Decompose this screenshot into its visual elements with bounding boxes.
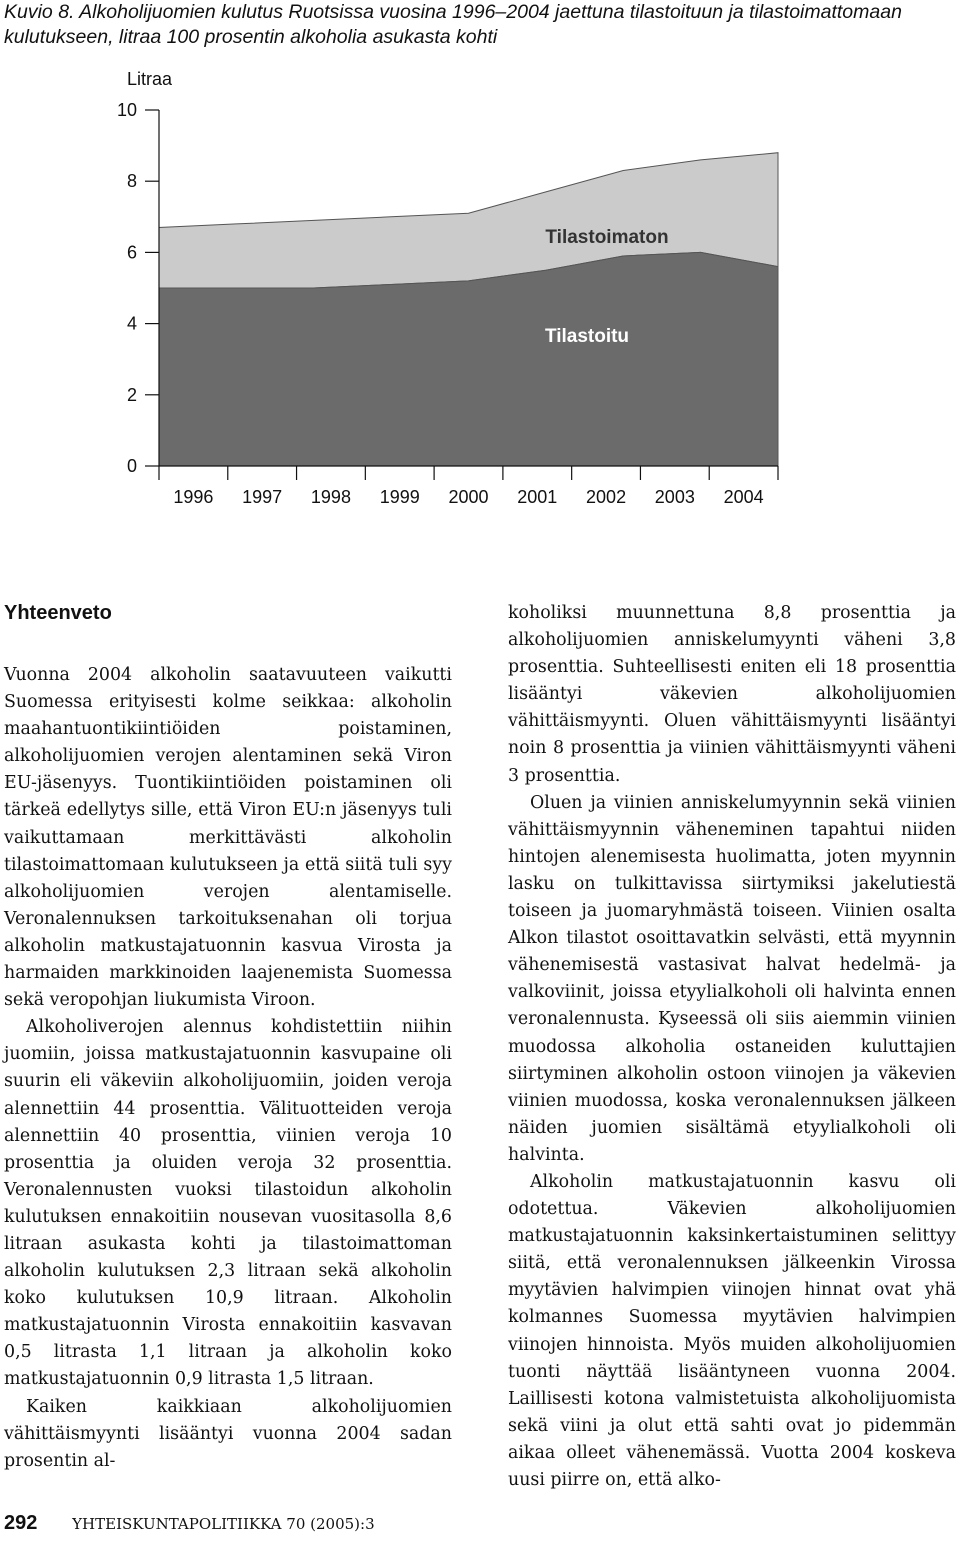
x-tick-label: 2001	[517, 487, 558, 507]
page-footer	[4, 1512, 375, 1535]
x-tick-label: 1998	[310, 487, 351, 507]
paragraph: Kaiken kaikkiaan alkoholijuomien vähittäismyynti lisääntyi vuonna 2004 sadan prosentin al-	[4, 1396, 452, 1471]
section-heading: Yhteenveto	[4, 602, 112, 624]
series-label-tilastoimaton: Tilastoimaton	[545, 227, 669, 248]
y-axis-label: Litraa	[127, 69, 173, 89]
paragraph: Vuonna 2004 alkoholin saatavuuteen vaikutti Suomessa erityisesti kolme seikkaa: alkoholin maahantuontikiintiöiden poistaminen, alkoholijuomien verojen alentaminen sekä Viron EU-jäsenyys. Tuontikiintiöiden poistaminen oli tärkeä edellytys sille, että Viron EU:n jäsenyys tuli vaikuttamaan merkittävästi alkoholin tilastoimattomaan kulutukseen ja että siitä tuli syy alkoholijuomien verojen alentamiselle. Veronalennuksen tarkoituksenahan oli torjua alkoholin matkustajatuonnin kasvua Virosta ja harmaiden markkinoiden laajenemista Suomessa sekä veropohjan liukumista Viroon.	[4, 665, 452, 1011]
paragraph: koholiksi muunnettuna 8,8 prosenttia ja alkoholijuomien anniskelumyynti väheni 3,8 prosenttia. Suhteellisesti eniten eli 18 prosenttia lisääntyi väkevien alkoholijuomien vähittäismyynti. Oluen vähittäismyynti lisääntyi noin 8 prosenttia ja viinien vähittäismyynti väheni 3 prosenttia.	[508, 603, 956, 786]
x-tick-label: 2002	[586, 487, 627, 507]
area-chart	[0, 60, 960, 510]
x-tick-label: 2000	[448, 487, 489, 507]
left-column	[4, 600, 452, 1475]
right-column	[508, 600, 956, 1494]
paragraph: Oluen ja viinien anniskelumyynnin sekä viinien vähittäismyynnin väheneminen tapahtui niiden hintojen alenemisesta huolimatta, joten myynnin lasku on tulkittavissa siirtymiksi jakelutiestä toiseen ja juomaryhmästä toiseen. Viinien osalta Alkon tilastot osoittavatkin selvästi, että myynnin vähenemisestä vastasivat halvat hedelmä- ja valkoviinit, joissa etyylialkoholi oli halvinta ennen veronalennusta. Kyseessä oli siis aiemmin viinien muodossa alkoholia ostaneiden kuluttajien siirtyminen alkoholin ostoon viinojen ja väkevien viinien muodossa, koska veronalennuksen jälkeen näiden juomien sisältämä etyylialkoholi oli halvinta.	[508, 792, 956, 1165]
figure-label: Kuvio 8.	[4, 1, 75, 23]
y-tick-label: 8	[126, 171, 137, 192]
x-tick-label: 1997	[242, 487, 283, 507]
y-tick-label: 0	[126, 456, 137, 476]
x-tick-label: 2003	[654, 487, 695, 507]
paragraph: Alkoholiverojen alennus kohdistettiin niihin juomiin, joissa matkustajatuonnin kasvupaine oli suurin eli väkeviin alkoholijuomiin, joiden veroja alennettiin 44 prosenttia. Välituotteiden veroja alennettiin 40 prosenttia, viinien veroja 10 prosenttia ja oluiden veroja 32 prosenttia. Veronalennusten vuoksi tilastoidun alkoholin kulutuksen ennakoitiin nousevan vuositasolla 8,6 litraan asukasta kohti ja tilastoimattoman alkoholin kulutuksen 2,3 litraan sekä alkoholin koko kulutuksen 10,9 litraan. Alkoholin matkustajatuonnin Virosta ennakoitiin kasvavan 0,5 litrasta 1,1 litraan ja alkoholin koko matkustajatuonnin 0,9 litrasta 1,5 litraan.	[4, 1017, 452, 1390]
figure-caption-text: Alkoholijuomien kulutus Ruotsissa vuosina 1996–2004 jaettuna tilastoituun ja tilastoimattomaan kulutukseen, litraa 100 prosentin alkoholia asukasta kohti	[4, 1, 902, 48]
y-tick-label: 10	[116, 100, 137, 120]
journal-name: YHTEISKUNTAPOLITIIKKA 70 (2005):3	[72, 1515, 375, 1533]
figure-caption	[4, 0, 956, 50]
series-label-tilastoitu: Tilastoitu	[544, 326, 630, 347]
y-tick-label: 6	[126, 242, 137, 263]
x-tick-label: 1999	[379, 487, 420, 507]
paragraph: Alkoholin matkustajatuonnin kasvu oli odotettua. Väkevien alkoholijuomien matkustajatuonnin kaksinkertaistuminen selittyy siitä, että veronalennuksen jälkeenkin Virossa myytävien halvimpien viinojen hinnat ovat yhä kolmannes Suomessa myytävien halvimpien viinojen hinnoista. Myös muiden alkoholijuomien tuonti näyttää lisääntyneen vuonna 2004. Laillisesti kotona valmistetuista alkoholijuomista sekä viini ja olut että sahti ovat jo pidemmän aikaa olleet vähenemässä. Vuotta 2004 koskeva uusi piirre on, että alko-	[508, 1171, 956, 1490]
x-tick-label: 1996	[173, 487, 214, 507]
page-number: 292	[4, 1512, 38, 1534]
x-tick-label: 2004	[723, 487, 764, 507]
y-tick-label: 2	[126, 384, 137, 405]
y-tick-label: 4	[126, 313, 137, 334]
